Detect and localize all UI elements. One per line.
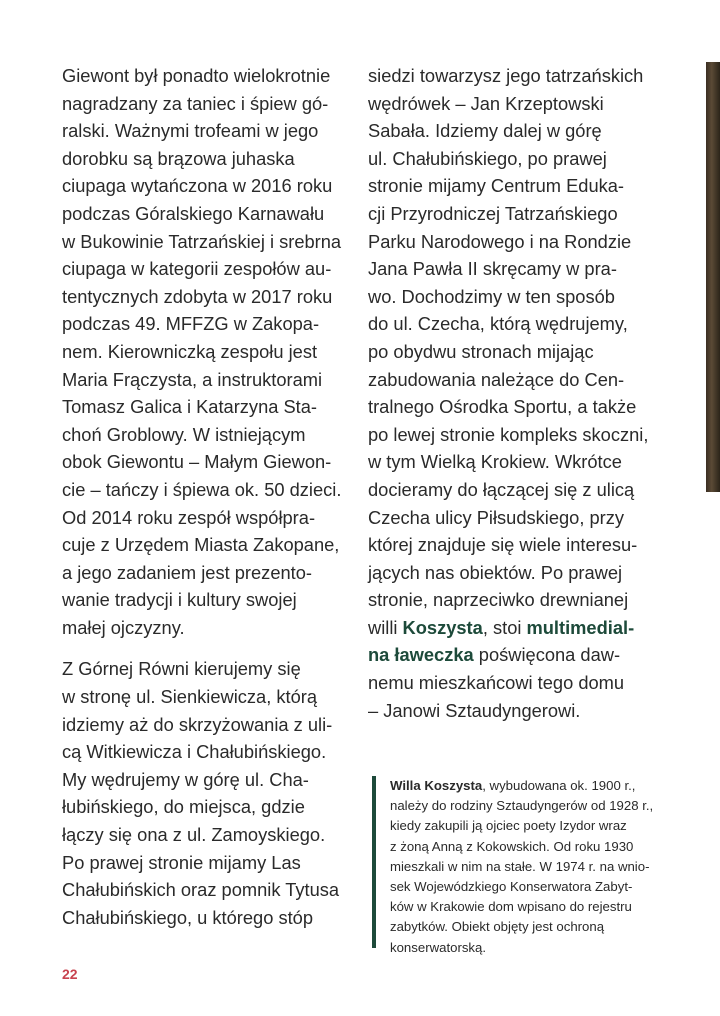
text-line: Sabała. Idziemy dalej w górę [368,120,602,142]
left-column [62,62,362,931]
paragraph-gap [62,641,362,655]
text-line: konserwatorską. [390,939,487,955]
text-line: kiedy zakupili ją ojciec poety Izydor wraz [390,818,627,834]
text-line: willi Koszysta, stoi multimedial- [368,616,635,638]
text-line: – Janowi Sztaudyngerowi. [368,699,581,721]
text-line: ul. Chałubińskiego, po prawej [368,147,607,169]
text-line: dorobku są brązowa juhaska [62,147,295,169]
text-line: łubińskiego, do miejsca, gdzie [62,796,305,818]
text-line: Parku Narodowego i na Rondzie [368,230,632,252]
text-line: cuje z Urzędem Miasta Zakopane, [62,534,340,556]
text-line: obok Giewontu – Małym Giewon- [62,451,332,473]
text-line: choń Groblowy. W istniejącym [62,423,306,445]
text-line: ralski. Ważnymi trofeami w jego [62,120,319,142]
paragraph-route-end [368,669,658,724]
text-line: sek Wojewódzkiego Konserwatora Zabyt- [390,879,633,895]
edge-photo-strip [706,62,720,492]
text-line: docieramy do łączącej się z ulicą [368,478,635,500]
text-line: po lewej stronie kompleks skoczni, [368,423,649,445]
text-line: w Bukowinie Tatrzańskiej i srebrna [62,230,342,252]
paragraph-goralski [62,62,362,641]
text-line: a jego zadaniem jest prezento- [62,561,312,583]
info-box-text [390,776,658,958]
text-line: My wędrujemy w górę ul. Cha- [62,768,309,790]
text-line: łączy się ona z ul. Zamoyskiego. [62,824,326,846]
text-line: Jana Pawła II skręcamy w pra- [368,258,617,280]
text-line: Chałubińskich oraz pomnik Tytusa [62,879,340,901]
info-box-koszysta [372,776,660,955]
page-number: 22 [62,966,78,982]
info-box-title: Willa Koszysta [390,778,483,793]
text-line: na ławeczka poświęcona daw- [368,644,621,666]
text-line: Z Górnej Równi kierujemy się [62,658,301,680]
text-line: należy do rodziny Sztaudyngerów od 1928 r., [390,798,654,814]
right-column [368,62,658,724]
text-line: w tym Wielką Krokiew. Wkrótce [368,451,622,473]
text-line: zabudowania należące do Cen- [368,368,625,390]
text-line: Czecha ulicy Piłsudskiego, przy [368,506,625,528]
paragraph-route-continued [368,62,658,614]
text-line: małej ojczyzny. [62,616,185,638]
text-line: stronie mijamy Centrum Eduka- [368,175,625,197]
text-line: stronie, naprzeciwko drewnianej [368,589,629,611]
text-line: siedzi towarzysz jego tatrzańskich [368,65,644,86]
highlight-laweczka: na ławeczka [368,644,474,666]
text-line: Tomasz Galica i Katarzyna Sta- [62,396,318,418]
text-line: wędrówek – Jan Krzeptowski [368,92,604,114]
text-line: Giewont był ponadto wielokrotnie [62,65,331,86]
text-line: Chałubińskiego, u którego stóp [62,906,314,928]
paragraph-route [62,655,362,931]
text-line: cą Witkiewicza i Chałubińskiego. [62,741,327,763]
text-line: zabytków. Obiekt objęty jest ochroną [390,919,605,935]
text-line: Od 2014 roku zespół współpra- [62,506,316,528]
text-line: idziemy aż do skrzyżowania z uli- [62,713,333,735]
text-line: Po prawej stronie mijamy Las [62,851,301,873]
text-line: nemu mieszkańcowi tego domu [368,672,625,694]
text-line: tentycznych zdobyta w 2017 roku [62,285,333,307]
text-line: podczas Góralskiego Karnawału [62,202,325,224]
text-line: jących nas obiektów. Po prawej [368,561,623,583]
text-line: ków w Krakowie dom wpisano do rejestru [390,899,632,915]
text-line: mieszkali w nim na stałe. W 1974 r. na wnio- [390,858,650,874]
text-line: tralnego Ośrodka Sportu, a także [368,396,637,418]
text-line: wo. Dochodzimy w ten sposób [368,285,615,307]
text-line: do ul. Czecha, którą wędrujemy, [368,313,628,335]
text-line: nagradzany za taniec i śpiew gó- [62,92,329,114]
highlight-multimedia: multimedial- [526,616,635,638]
info-box-body [390,796,658,958]
highlight-koszysta: Koszysta [402,616,483,638]
info-box-line: Willa Koszysta, wybudowana ok. 1900 r., [390,778,636,793]
text-line: w stronę ul. Sienkiewicza, którą [62,686,318,708]
text-line: wanie tradycji i kultury swojej [62,589,297,611]
text-line: ciupaga wytańczona w 2016 roku [62,175,333,197]
text-line: cji Przyrodniczej Tatrzańskiego [368,202,618,224]
text-line: z żoną Anną z Kokowskich. Od roku 1930 [390,838,634,854]
text-line: której znajduje się wiele interesu- [368,534,638,556]
text-line: Maria Frączysta, a instruktorami [62,368,323,390]
text-line: podczas 49. MFFZG w Zakopa- [62,313,320,335]
text-line: ciupaga w kategorii zespołów au- [62,258,332,280]
text-line: nem. Kierowniczką zespołu jest [62,340,318,362]
text-line: cie – tańczy i śpiewa ok. 50 dzieci. [62,478,342,500]
text-line: po obydwu stronach mijając [368,340,594,362]
